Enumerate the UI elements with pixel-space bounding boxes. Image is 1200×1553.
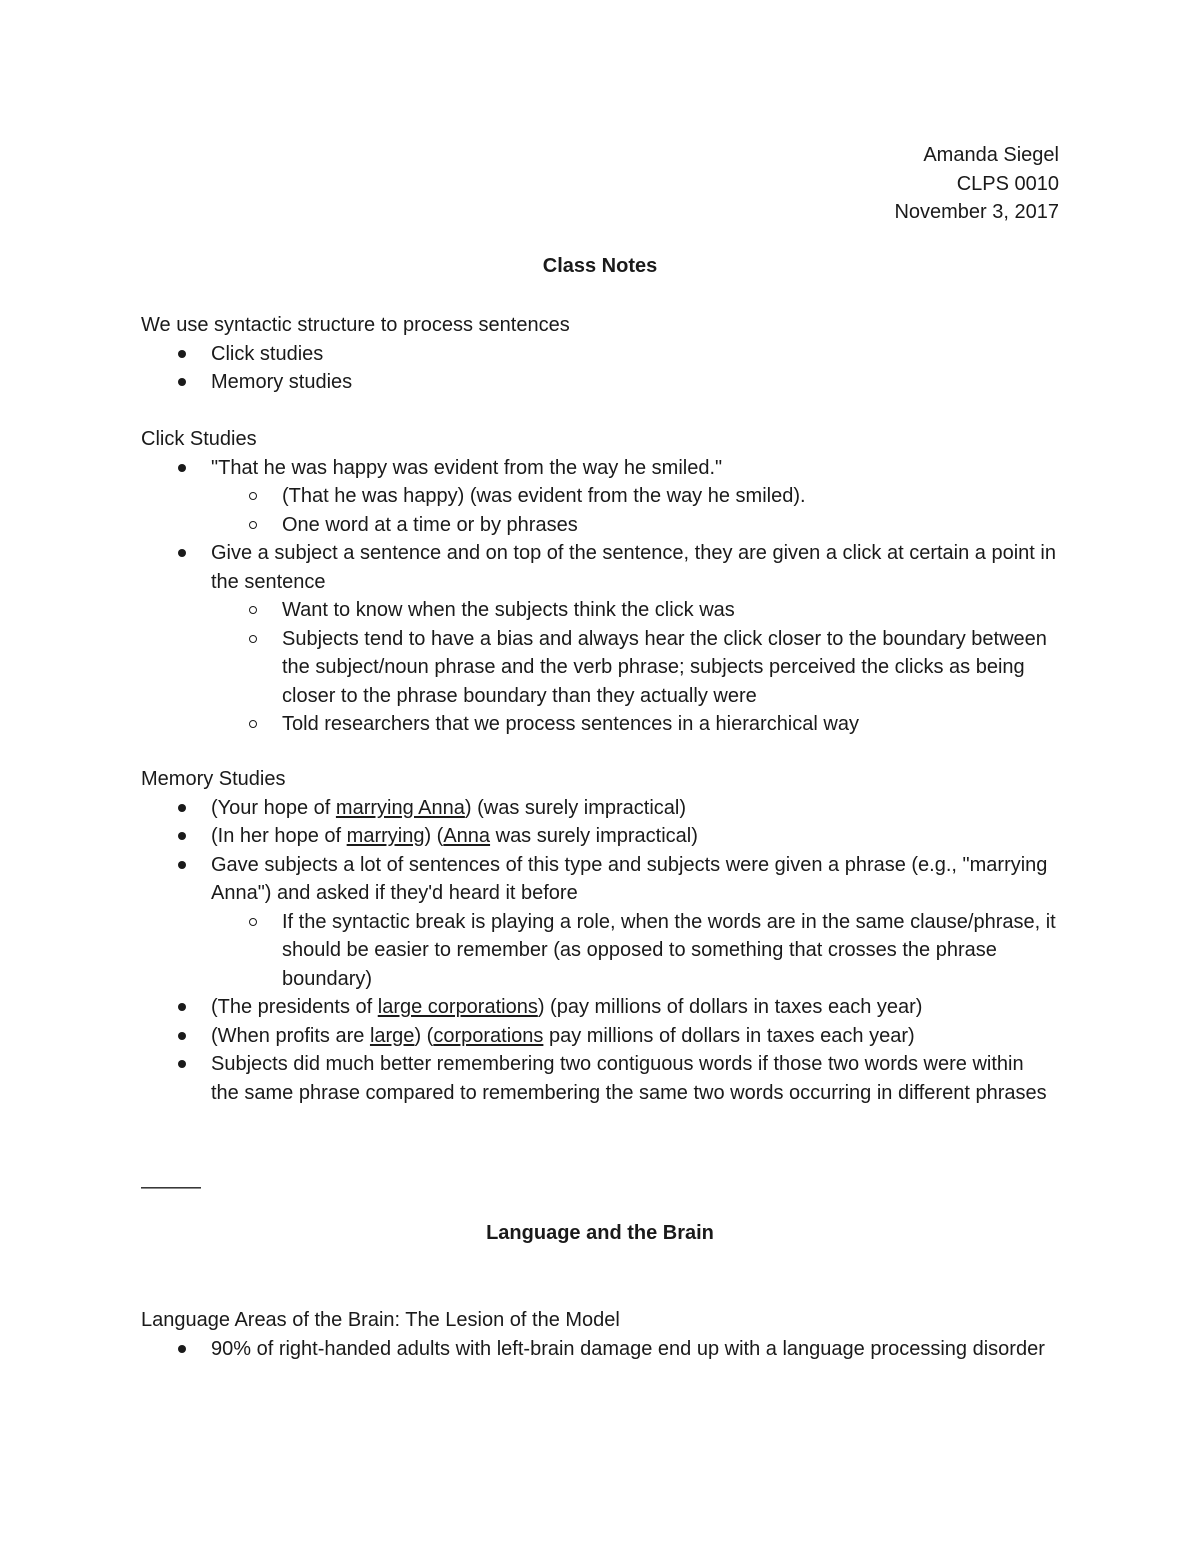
document-header [894,141,1059,227]
underlined-phrase: corporations [433,1024,544,1047]
author-name: Amanda Siegel [923,144,1059,166]
list-item [141,822,1056,851]
text-span: pay millions of dollars in taxes each year) [543,1024,915,1047]
course-code: CLPS 0010 [956,172,1059,195]
sub-list-item: One word at a time or by phrases [141,511,1056,540]
page-title: Class Notes [542,255,658,277]
text-span: (In her hope of [211,825,347,847]
text-span: was surely impractical) [490,825,698,847]
text-span: (The presidents of [211,996,378,1018]
underlined-phrase: large corporations [377,996,538,1018]
sub-list-item: Told researchers that we process sentences in a hierarchical way [141,710,1056,739]
text-span: (When profits are [211,1024,370,1047]
section-heading: Click Studies [141,428,257,450]
list-item: Subjects did much better remembering two contiguous words if those two words were within the same phrase compared to remembering the same two words occurring in different phrases [141,1050,1056,1107]
section-title: Language and the Brain [486,1222,714,1244]
bullet-list [141,340,1056,397]
text-span: ) ( [414,1024,434,1047]
list-item [141,794,1056,823]
sub-list-item: Want to know when the subjects think the click was [141,596,1056,625]
underlined-phrase: marrying Anna [335,796,465,819]
section-language-areas [141,1306,1056,1363]
sub-list-item: (That he was happy) (was evident from the way he smiled). [141,482,1056,511]
text-span: ) (was surely impractical) [464,796,687,819]
section-divider: ——— [141,1176,201,1198]
section-heading: We use syntactic structure to process sentences [141,314,570,336]
bullet-list [141,454,1056,739]
text-span: (Your hope of [211,796,336,819]
underlined-phrase: Anna [443,825,491,847]
text-span: ) ( [424,825,444,847]
list-item: Gave subjects a lot of sentences of this type and subjects were given a phrase (e.g., "marrying Anna") and asked if they'd heard it before [141,851,1056,908]
list-item [141,1022,1056,1051]
list-item: "That he was happy was evident from the way he smiled." [141,454,1056,483]
underlined-phrase: marrying [346,825,425,847]
sub-list-item: Subjects tend to have a bias and always hear the click closer to the boundary between the subject/noun phrase and the verb phrase; subjects perceived the clicks as being closer to the phrase boundary than they actually were [141,625,1056,711]
list-item: Click studies [141,340,1056,369]
list-item [141,993,1056,1022]
document-date: November 3, 2017 [894,201,1059,223]
section-heading: Language Areas of the Brain: The Lesion of the Model [141,1309,620,1331]
text-span: ) (pay millions of dollars in taxes each year) [537,996,923,1018]
section-click-studies [141,425,1056,739]
bullet-list [141,794,1056,1108]
list-item: Memory studies [141,368,1056,397]
bullet-list [141,1335,1056,1364]
section-memory-studies [141,765,1056,1107]
section-heading: Memory Studies [141,768,286,790]
sub-list-item: If the syntactic break is playing a role, when the words are in the same clause/phrase, it should be easier to remember (as opposed to something that crosses the phrase boundary) [141,908,1056,994]
section-syntactic-structure [141,311,1056,397]
list-item: 90% of right-handed adults with left-brain damage end up with a language processing disorder [141,1335,1056,1364]
list-item: Give a subject a sentence and on top of the sentence, they are given a click at certain a point in the sentence [141,539,1056,596]
underlined-phrase: large [369,1024,415,1047]
